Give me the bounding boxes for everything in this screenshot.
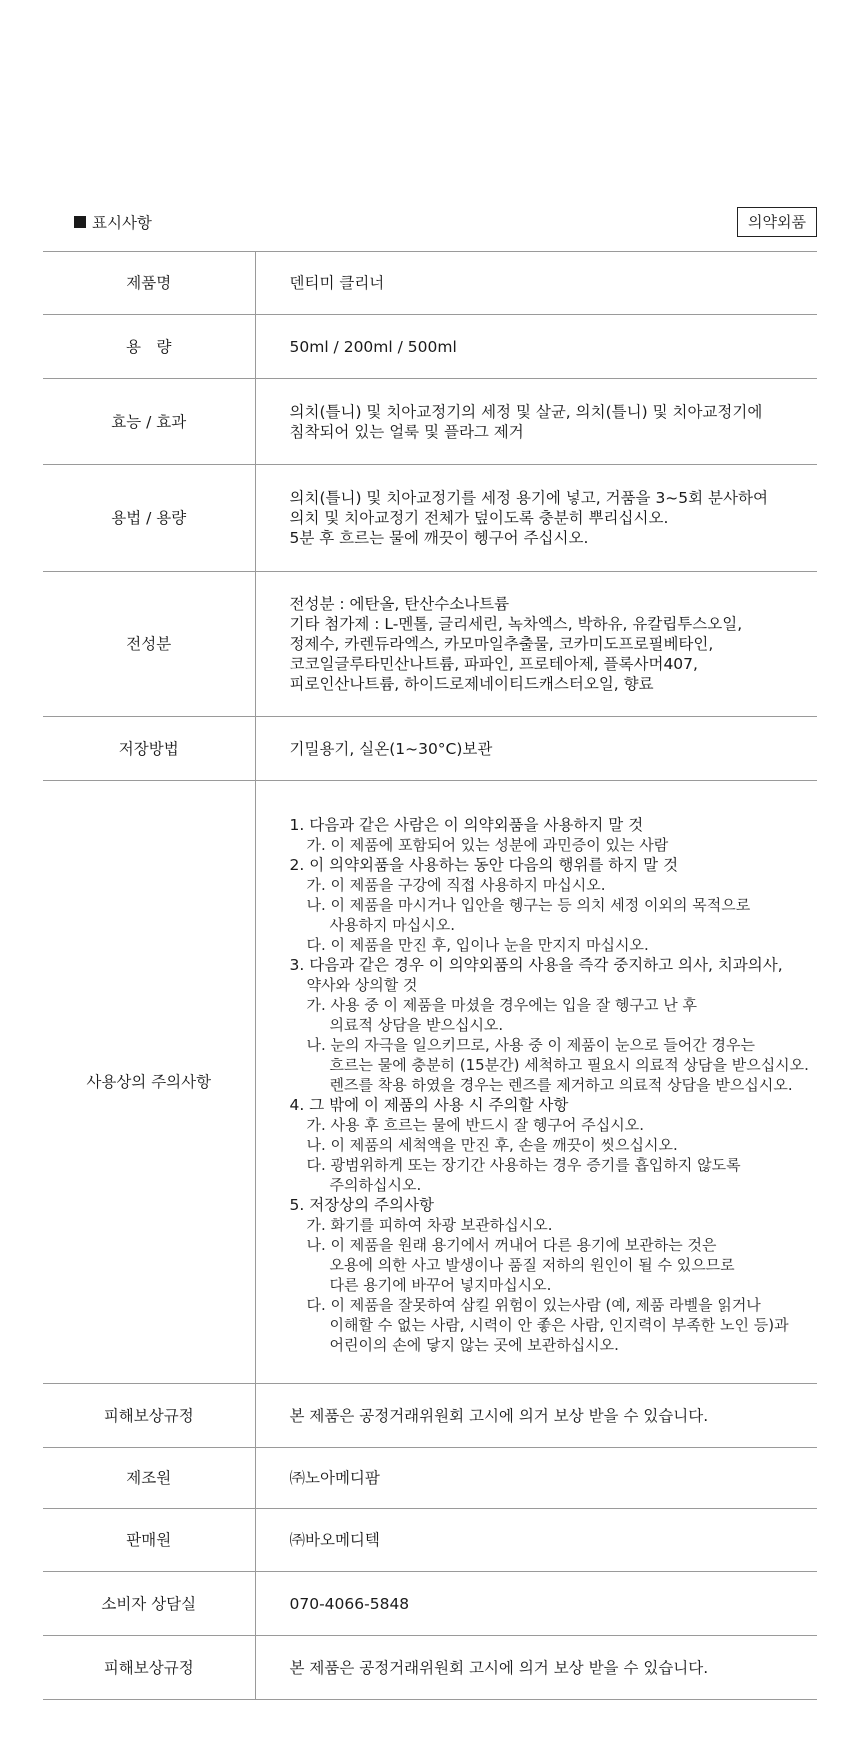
caution-heading: 1. 다음과 같은 사람은 이 의약외품을 사용하지 말 것	[289, 816, 644, 834]
row-label: 제품명	[43, 252, 255, 315]
row-value	[255, 465, 817, 572]
caution-item: 가. 사용 중 이 제품을 마셨을 경우에는 입을 잘 헹구고 난 후	[306, 996, 697, 1014]
row-label: 제조원	[43, 1448, 255, 1509]
row-value: 기밀용기, 실온(1~30°C)보관	[289, 739, 493, 758]
caution-item: 다. 이 제품을 만진 후, 입이나 눈을 만지지 마십시오.	[306, 936, 649, 954]
section-title	[74, 211, 152, 233]
row-label: 사용상의 주의사항	[43, 781, 255, 1384]
text-line: 정제수, 카렌듀라엑스, 카모마일추출물, 코카미도프로필베타인,	[289, 635, 714, 653]
caution-item: 어린이의 손에 닿지 않는 곳에 보관하십시오.	[329, 1336, 619, 1354]
row-value	[255, 379, 817, 465]
row-manufacturer	[43, 1448, 817, 1509]
row-value: 덴티미 클리너	[289, 274, 385, 292]
row-label: 효능 / 효과	[43, 379, 255, 465]
row-value: ㈜노아메디팜	[289, 1469, 380, 1487]
row-label: 저장방법	[43, 717, 255, 781]
text-line: 의치(틀니) 및 치아교정기를 세정 용기에 넣고, 거품을 3~5회 분사하여	[289, 489, 768, 507]
caution-heading: 5. 저장상의 주의사항	[289, 1196, 434, 1214]
caution-item: 다. 광범위하게 또는 장기간 사용하는 경우 증기를 흡입하지 않도록	[306, 1156, 741, 1174]
row-value: 070-4066-5848	[289, 1594, 410, 1613]
caution-item: 다른 용기에 바꾸어 넣지마십시오.	[329, 1276, 552, 1294]
row-label: 피해보상규정	[43, 1636, 255, 1700]
text-line: 코코일글루타민산나트륨, 파파인, 프로테아제, 플록사머407,	[289, 655, 698, 673]
row-caution	[43, 781, 817, 1384]
caution-item: 이해할 수 없는 사람, 시력이 안 좋은 사람, 인지력이 부족한 노인 등)과	[329, 1316, 789, 1334]
caution-list	[255, 781, 817, 1384]
section-title-text: 표시사항	[92, 214, 152, 232]
black-square-icon	[74, 216, 86, 228]
caution-item: 렌즈를 착용 하였을 경우는 렌즈를 제거하고 의료적 상담을 받으십시오.	[329, 1076, 793, 1094]
category-badge: 의약외품	[737, 207, 817, 237]
row-label: 소비자 상담실	[43, 1572, 255, 1636]
row-compensation	[43, 1384, 817, 1448]
row-consumer-center	[43, 1572, 817, 1636]
caution-item: 나. 이 제품을 원래 용기에서 꺼내어 다른 용기에 보관하는 것은	[306, 1236, 717, 1254]
product-info-table	[43, 251, 817, 1700]
caution-item: 가. 사용 후 흐르는 물에 반드시 잘 헹구어 주십시오.	[306, 1116, 644, 1134]
caution-item: 나. 이 제품을 마시거나 입안을 헹구는 등 의치 세정 이외의 목적으로	[306, 896, 751, 914]
caution-heading: 3. 다음과 같은 경우 이 의약외품의 사용을 즉각 중지하고 의사, 치과의사,	[289, 956, 783, 974]
row-capacity	[43, 315, 817, 379]
row-value: 본 제품은 공정거래위원회 고시에 의거 보상 받을 수 있습니다.	[289, 1658, 709, 1677]
row-storage	[43, 717, 817, 781]
row-label: 전성분	[43, 572, 255, 717]
row-product-name	[43, 252, 817, 315]
caution-item: 가. 이 제품을 구강에 직접 사용하지 마십시오.	[306, 876, 606, 894]
row-value: 50ml / 200ml / 500ml	[289, 337, 457, 356]
caution-item: 주의하십시오.	[329, 1176, 422, 1194]
row-label: 피해보상규정	[43, 1384, 255, 1448]
caution-item: 나. 이 제품의 세척액을 만진 후, 손을 깨끗이 씻으십시오.	[306, 1136, 678, 1154]
caution-item: 다. 이 제품을 잘못하여 삼킬 위험이 있는사람 (예, 제품 라벨을 읽거나	[306, 1296, 761, 1314]
caution-item: 가. 이 제품에 포함되어 있는 성분에 과민증이 있는 사람	[306, 836, 669, 854]
row-ingredients	[43, 572, 817, 717]
row-value: 본 제품은 공정거래위원회 고시에 의거 보상 받을 수 있습니다.	[289, 1406, 709, 1425]
text-line: 침착되어 있는 얼룩 및 플라그 제거	[289, 422, 524, 441]
caution-item: 가. 화기를 피하여 차광 보관하십시오.	[306, 1216, 553, 1234]
caution-item: 나. 눈의 자극을 일으키므로, 사용 중 이 제품이 눈으로 들어간 경우는	[306, 1036, 755, 1054]
row-label: 용 량	[43, 315, 255, 379]
caution-item: 의료적 상담을 받으십시오.	[329, 1016, 504, 1034]
text-line: 의치 및 치아교정기 전체가 덮이도록 충분히 뿌리십시오.	[289, 509, 669, 527]
section-header	[74, 207, 817, 239]
text-line: 의치(틀니) 및 치아교정기의 세정 및 살균, 의치(틀니) 및 치아교정기에	[289, 402, 763, 421]
row-label: 용법 / 용량	[43, 465, 255, 572]
text-line: 기타 첨가제 : L-멘톨, 글리세린, 녹차엑스, 박하유, 유칼립투스오일,	[289, 615, 743, 633]
row-efficacy	[43, 379, 817, 465]
caution-item: 흐르는 물에 충분히 (15분간) 세척하고 필요시 의료적 상담을 받으십시오.	[329, 1056, 809, 1074]
caution-item: 사용하지 마십시오.	[329, 916, 455, 934]
row-value: ㈜바오메디텍	[289, 1531, 380, 1549]
text-line: 5분 후 흐르는 물에 깨끗이 헹구어 주십시오.	[289, 529, 589, 547]
caution-heading: 2. 이 의약외품을 사용하는 동안 다음의 행위를 하지 말 것	[289, 856, 679, 874]
caution-item: 약사와 상의할 것	[306, 976, 418, 994]
row-usage	[43, 465, 817, 572]
row-compensation-2	[43, 1636, 817, 1700]
caution-heading: 4. 그 밖에 이 제품의 사용 시 주의할 사항	[289, 1096, 569, 1114]
text-line: 피로인산나트륨, 하이드로제네이티드캐스터오일, 향료	[289, 675, 654, 693]
row-label: 판매원	[43, 1509, 255, 1572]
caution-item: 오용에 의한 사고 발생이나 품질 저하의 원인이 될 수 있으므로	[329, 1256, 735, 1274]
text-line: 전성분 : 에탄올, 탄산수소나트륨	[289, 595, 510, 613]
row-value	[255, 572, 817, 717]
row-seller	[43, 1509, 817, 1572]
